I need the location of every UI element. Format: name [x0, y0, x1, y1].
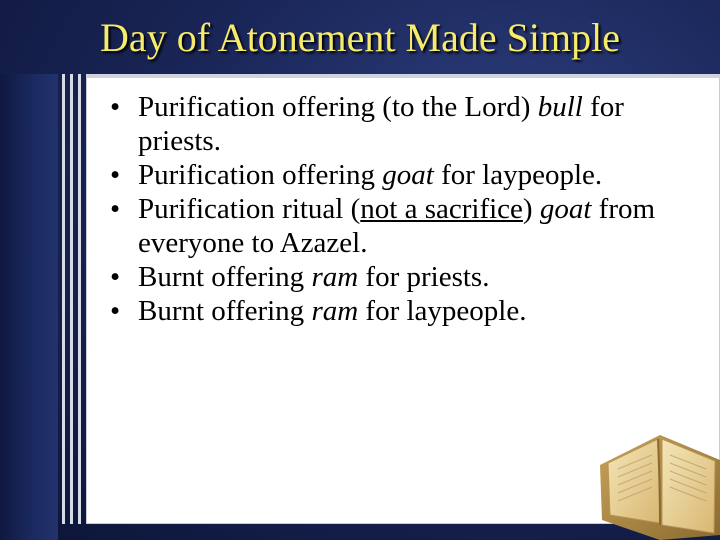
bullet-list: [110, 90, 670, 328]
bullet-item: • Purification ritual (not a sacrifice) goat from everyone to Azazel.: [110, 192, 670, 260]
open-book-icon: [590, 405, 720, 540]
left-dark-bar: [0, 74, 58, 540]
vertical-rule: [70, 74, 73, 524]
bullet-item: • Purification offering (to the Lord) bull for priests.: [110, 90, 670, 158]
slide-title: Day of Atonement Made Simple: [100, 15, 620, 60]
panel-top-border: [86, 74, 720, 78]
bullet-item: • Burnt offering ram for priests.: [110, 260, 670, 294]
bullet-item: • Burnt offering ram for laypeople.: [110, 294, 670, 328]
underlined-text: not a sacrifice: [360, 193, 523, 225]
vertical-rule: [62, 74, 65, 524]
vertical-rule: [78, 74, 81, 524]
bullet-item: • Purification offering goat for laypeople.: [110, 158, 670, 192]
